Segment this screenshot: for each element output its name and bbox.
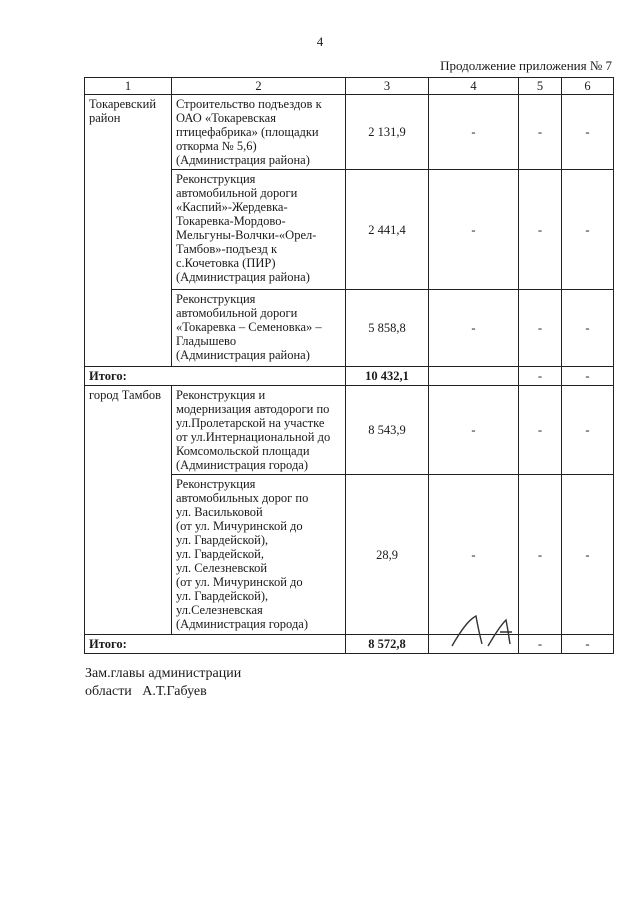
header-cell: 1 bbox=[85, 78, 172, 95]
table-row bbox=[85, 95, 614, 170]
description-line: модернизация автодороги по bbox=[176, 402, 330, 416]
total-amount: 8 572,8 bbox=[346, 635, 429, 654]
empty-value-cell: - bbox=[562, 635, 614, 654]
empty-value-cell: - bbox=[519, 475, 562, 635]
header-cell: 6 bbox=[562, 78, 614, 95]
empty-value-cell: - bbox=[519, 386, 562, 475]
table-row bbox=[85, 386, 614, 475]
description-line: Реконструкция bbox=[176, 292, 256, 306]
description-line: Строительство подъездов к bbox=[176, 97, 322, 111]
empty-value-cell: - bbox=[562, 475, 614, 635]
header-cell: 4 bbox=[429, 78, 519, 95]
empty-value-cell: - bbox=[429, 475, 519, 635]
empty-value-cell: - bbox=[519, 95, 562, 170]
description-line: (Администрация района) bbox=[176, 348, 310, 362]
description-line: «Токаревка – Семеновка» – bbox=[176, 320, 322, 334]
handwritten-initials-mark bbox=[448, 610, 528, 650]
empty-value-cell: - bbox=[562, 386, 614, 475]
district-cell: город Тамбов bbox=[85, 386, 172, 635]
empty-value-cell: - bbox=[519, 290, 562, 367]
description-line: Реконструкция bbox=[176, 477, 256, 491]
header-cell: 5 bbox=[519, 78, 562, 95]
description-line: (от ул. Мичуринской до bbox=[176, 519, 303, 533]
amount-cell: 5 858,8 bbox=[346, 290, 429, 367]
empty-value-cell: - bbox=[562, 367, 614, 386]
project-description bbox=[172, 386, 346, 475]
empty-value-cell: - bbox=[519, 635, 562, 654]
description-line: ул. Васильковой bbox=[176, 505, 263, 519]
project-description bbox=[172, 475, 346, 635]
table-header-row bbox=[85, 78, 614, 95]
description-line: ул. Селезневской bbox=[176, 561, 268, 575]
amount-cell: 28,9 bbox=[346, 475, 429, 635]
description-line: с.Кочетовка (ПИР) bbox=[176, 256, 276, 270]
description-line: Реконструкция и bbox=[176, 388, 266, 402]
amount-cell: 2 441,4 bbox=[346, 170, 429, 290]
description-line: Тамбов»-подъезд к bbox=[176, 242, 278, 256]
signatory-name: области А.Т.Габуев bbox=[85, 684, 207, 699]
description-line: ул. Гвардейской), bbox=[176, 589, 269, 603]
appendix-continuation-label: Продолжение приложения № 7 bbox=[440, 58, 612, 73]
district-cell: Токаревский район bbox=[85, 95, 172, 367]
header-cell: 3 bbox=[346, 78, 429, 95]
amount-cell: 2 131,9 bbox=[346, 95, 429, 170]
empty-value-cell: - bbox=[519, 367, 562, 386]
signature-block bbox=[85, 665, 241, 701]
description-line: (от ул. Мичуринской до bbox=[176, 575, 303, 589]
total-row bbox=[85, 635, 614, 654]
total-label: Итого: bbox=[85, 367, 346, 386]
total-label: Итого: bbox=[85, 635, 346, 654]
description-line: (Администрация города) bbox=[176, 458, 309, 472]
funding-table bbox=[84, 77, 614, 654]
total-amount: 10 432,1 bbox=[346, 367, 429, 386]
project-description bbox=[172, 95, 346, 170]
header-cell: 2 bbox=[172, 78, 346, 95]
description-line: автомобильных дорог по bbox=[176, 491, 309, 505]
description-line: автомобильной дороги bbox=[176, 306, 298, 320]
description-line: (Администрация района) bbox=[176, 270, 310, 284]
description-line: ОАО «Токаревская bbox=[176, 111, 276, 125]
description-line: ул. Гвардейской), bbox=[176, 533, 269, 547]
description-line: «Каспий»-Жердевка- bbox=[176, 200, 288, 214]
description-line: Комсомольской площади bbox=[176, 444, 310, 458]
description-line: ул. Гвардейской, bbox=[176, 547, 264, 561]
empty-value-cell: - bbox=[429, 290, 519, 367]
empty-value-cell: - bbox=[562, 170, 614, 290]
empty-value-cell: - bbox=[429, 386, 519, 475]
description-line: (Администрация города) bbox=[176, 617, 309, 631]
description-line: (Администрация района) bbox=[176, 153, 310, 167]
empty-cell bbox=[429, 367, 519, 386]
empty-value-cell: - bbox=[562, 95, 614, 170]
description-line: птицефабрика» (площадки bbox=[176, 125, 319, 139]
description-line: от ул.Интернациональной до bbox=[176, 430, 331, 444]
description-line: автомобильной дороги bbox=[176, 186, 298, 200]
page-number: 4 bbox=[316, 34, 324, 49]
description-line: Мельгуны-Волчки-«Орел- bbox=[176, 228, 317, 242]
description-line: ул.Селезневская bbox=[176, 603, 263, 617]
description-line: Токаревка-Мордово- bbox=[176, 214, 286, 228]
signatory-title: Зам.главы администрации bbox=[85, 666, 242, 681]
amount-cell: 8 543,9 bbox=[346, 386, 429, 475]
empty-value-cell: - bbox=[519, 170, 562, 290]
project-description bbox=[172, 170, 346, 290]
description-line: Реконструкция bbox=[176, 172, 256, 186]
empty-value-cell: - bbox=[429, 170, 519, 290]
description-line: Гладышево bbox=[176, 334, 237, 348]
empty-value-cell: - bbox=[562, 290, 614, 367]
empty-value-cell: - bbox=[429, 95, 519, 170]
description-line: откорма № 5,6) bbox=[176, 139, 257, 153]
project-description bbox=[172, 290, 346, 367]
total-row bbox=[85, 367, 614, 386]
description-line: ул.Пролетарской на участке bbox=[176, 416, 325, 430]
